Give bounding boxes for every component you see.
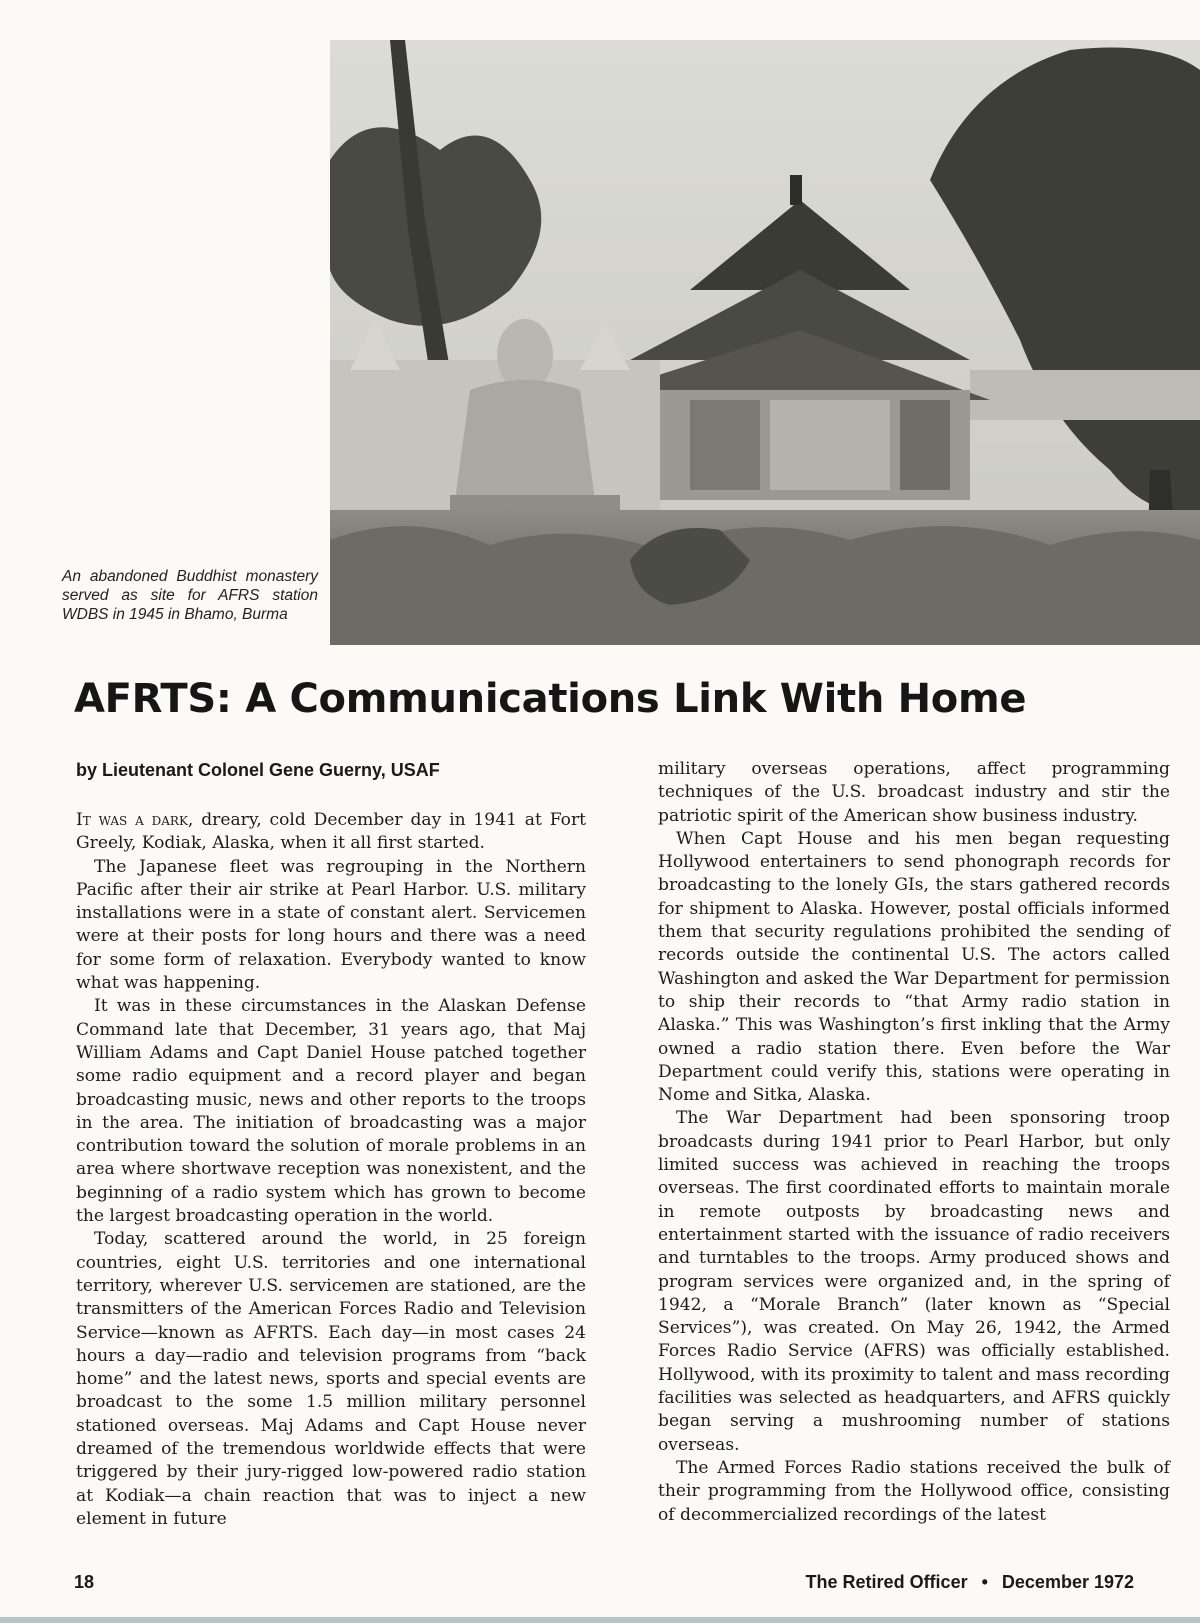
byline: by Lieutenant Colonel Gene Guerny, USAF (76, 760, 440, 780)
bottom-edge (0, 1617, 1200, 1623)
issue-date: December 1972 (1001, 1572, 1134, 1592)
photo-caption: An abandoned Buddhist monastery served as site for AFRS station WDBS in 1945 in Bhamo, Burma (62, 568, 318, 623)
paragraph (76, 809, 586, 856)
paragraph: The War Department had been sponsoring troop broadcasts during 1941 prior to Pearl Harbor, but only limited success was achieved in reaching the troops overseas. The first coordinated efforts to maintain morale in remote outposts by broadcasting news and entertainment started with the issuance of radio receivers and turntables to the troops. Army produced shows and program services were organized and, in the spring of 1942, a “Morale Branch” (later known as “Special Services”), was created. On May 26, 1942, the Armed Forces Radio Service (AFRS) was officially established. Hollywood, with its proximity to talent and mass recording facilities was selected as headquarters, and AFRS quickly began serving a mushrooming number of stations overseas. (658, 1108, 1170, 1455)
article-title: AFRTS: A Communications Link With Home (74, 676, 1027, 722)
paragraph: Today, scattered around the world, in 25 foreign countries, eight U.S. territories and one international territory, wherever U.S. servicemen are stationed, are the transmitters of the American Forces Radio and Television Service—known as AFRTS. Each day—in most cases 24 hours a day—radio and television programs from “back home” and the latest news, sports and special events are broadcast to the some 1.5 million military personnel stationed overseas. Maj Adams and Capt House never dreamed of the tremendous worldwide effects that were triggered by their jury-rigged low-powered radio station at Kodiak—a chain reaction that was to inject a new element in future (76, 1229, 586, 1529)
lead-in: It was a dark, (76, 810, 194, 830)
paragraph-text: dreary, cold December day in 1941 at Fort Greely, Kodiak, Alaska, when it all first started. (76, 810, 586, 854)
paragraph: When Capt House and his men began requesting Hollywood entertainers to send phonograph records for broadcasting to the lonely GIs, the stars gathered records for shipment to Alaska. However, postal officials informed them that security regulations prohibited the sending of records outside the continental U.S. The actors called Washington and asked the War Department for permission to ship their records to “that Army radio station in Alaska.” This was Washington’s first inkling that the Army owned a radio station there. Even before the War Department could verify this, stations were operating in Nome and Sitka, Alaska. (658, 828, 1170, 1106)
paragraph: military overseas operations, affect programming techniques of the U.S. broadcast industry and stir the patriotic spirit of the American show business industry. (658, 759, 1170, 826)
page-number: 18 (74, 1572, 95, 1592)
column-right (658, 758, 1170, 1527)
column-left (76, 809, 586, 1531)
publication-footer (806, 1572, 1134, 1593)
paragraph: The Japanese fleet was regrouping in the Northern Pacific after their air strike at Pearl Harbor. U.S. military installations were in a state of constant alert. Servicemen were at their posts for long hours and there was a need for some form of relaxation. Everybody wanted to know what was happening. (76, 856, 586, 994)
bullet-separator: • (981, 1572, 988, 1592)
monastery-photo (330, 40, 1200, 645)
publication-name: The Retired Officer (805, 1572, 968, 1592)
paragraph: The Armed Forces Radio stations received the bulk of their programming from the Hollywood office, consisting of decommercialized recordings of the latest (658, 1457, 1170, 1525)
paragraph: It was in these circumstances in the Alaskan Defense Command late that December, 31 years ago, that Maj William Adams and Capt Daniel House patched together some radio equipment and a record player and began broadcasting music, news and other reports to the troops in the area. The initiation of broadcasting was a major contribution toward the solution of morale problems in an area where shortwave reception was nonexistent, and the beginning of a radio system which has grown to become the largest broadcasting operation in the world. (76, 996, 586, 1227)
